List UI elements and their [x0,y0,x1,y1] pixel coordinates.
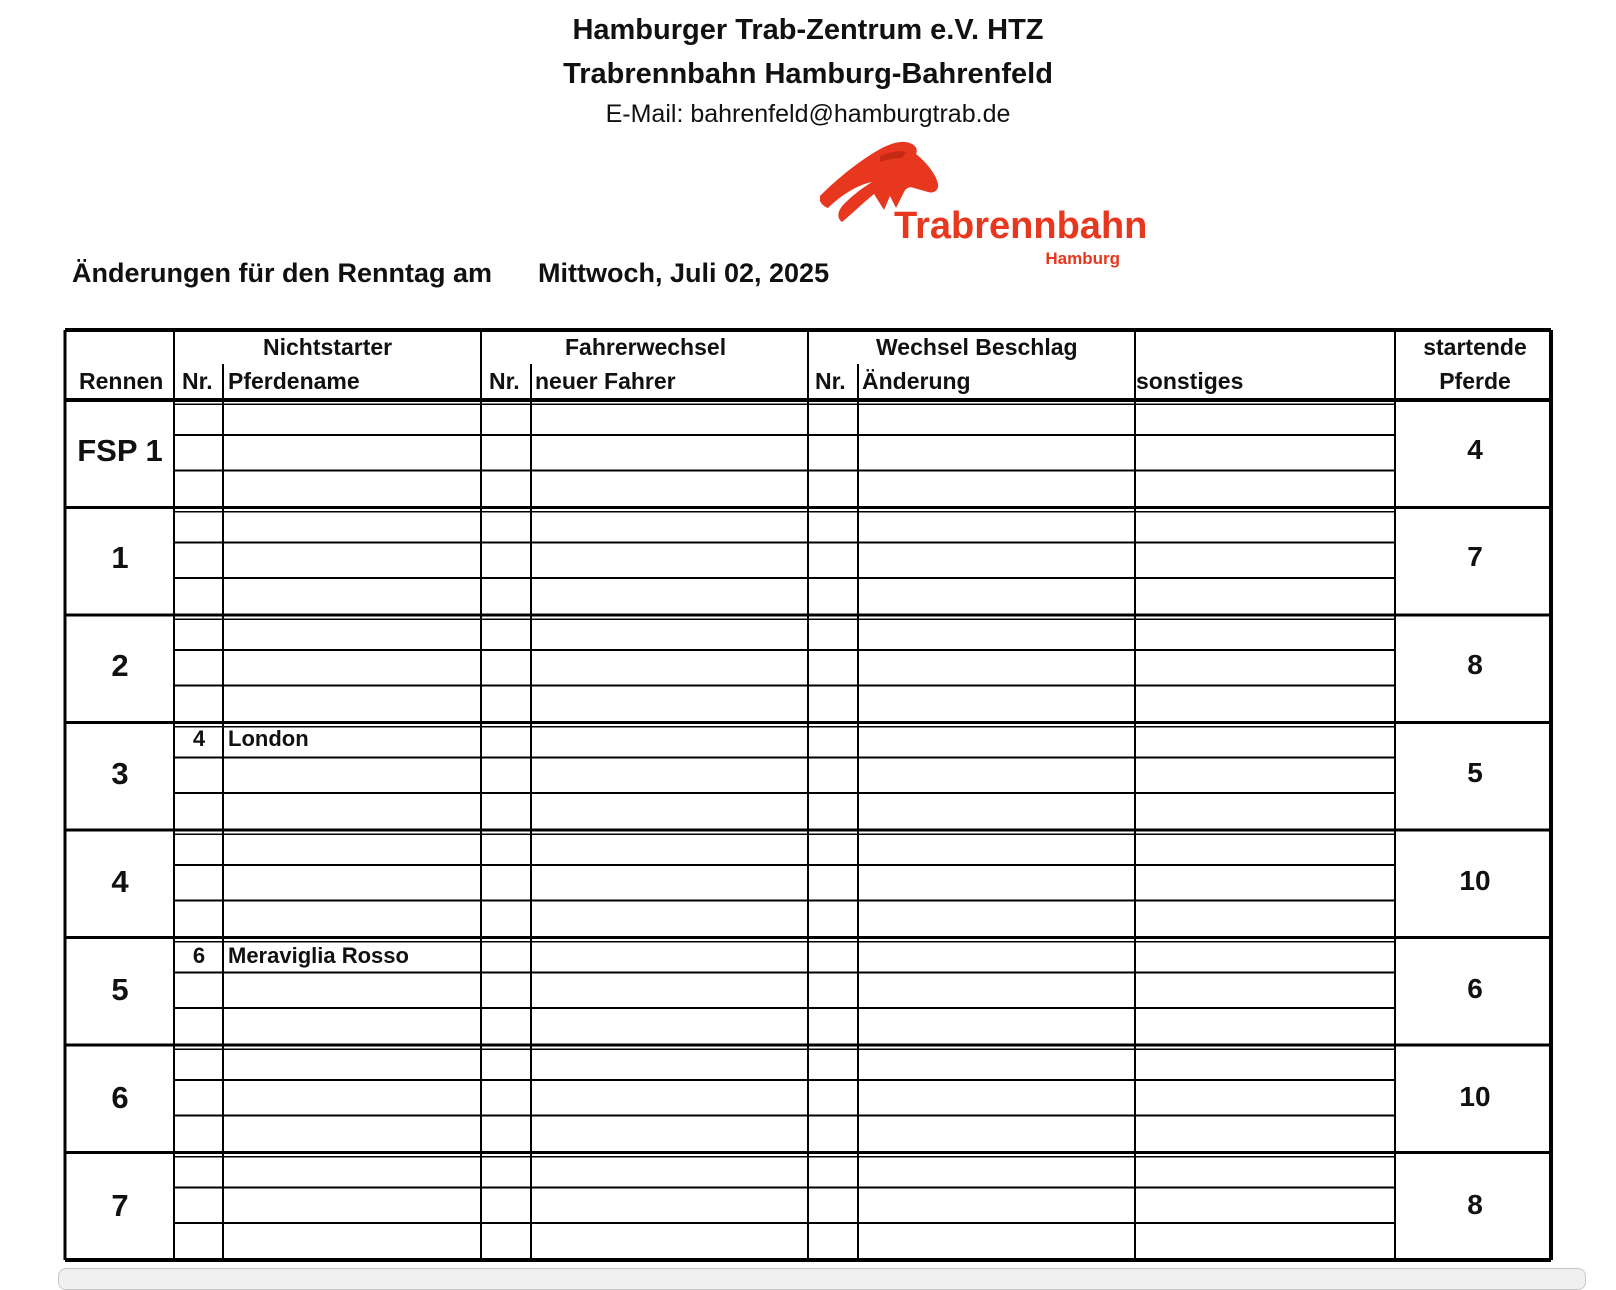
column-beschlag-nr: Nr. [815,368,846,394]
nichtstarter-pferdename: London [228,726,309,751]
logo-city: Hamburg [1045,249,1120,268]
changes-label: Änderungen für den Renntag am [72,258,493,288]
race-label: 2 [111,648,129,683]
track-title: Trabrennbahn Hamburg-Bahrenfeld [563,58,1053,90]
header-fahrerwechsel: Fahrerwechsel [565,334,727,360]
starting-horses-count: 8 [1467,1189,1483,1220]
race-label: 3 [111,756,129,791]
race-label: 6 [111,1080,129,1115]
header-nichtstarter: Nichtstarter [263,334,393,360]
header-startende: startende [1423,334,1527,360]
race-date: Mittwoch, Juli 02, 2025 [538,258,830,288]
starting-horses-count: 4 [1467,434,1483,465]
organization-title: Hamburger Trab-Zentrum e.V. HTZ [572,14,1044,46]
column-aenderung: Änderung [862,368,971,394]
nichtstarter-nr: 6 [192,943,206,968]
starting-horses-count: 7 [1467,541,1483,572]
contact-email: E-Mail: bahrenfeld@hamburgtrab.de [605,100,1011,128]
nichtstarter-nr: 4 [192,726,206,751]
nichtstarter-pferdename: Meraviglia Rosso [228,943,409,968]
column-pferdename: Pferdename [228,368,360,394]
race-label: 1 [111,540,129,575]
starting-horses-count: 8 [1467,649,1483,680]
starting-horses-count: 6 [1467,973,1483,1004]
race-label: 7 [111,1188,129,1223]
starting-horses-count: 5 [1467,757,1483,788]
race-label: FSP 1 [77,433,163,468]
trabrennbahn-logo [820,138,1200,278]
header-wechsel-beschlag: Wechsel Beschlag [876,334,1078,360]
race-label: 4 [111,864,129,899]
starting-horses-count: 10 [1459,1081,1491,1112]
race-label: 5 [111,972,129,1007]
column-rennen: Rennen [79,368,164,394]
column-fahrerwechsel-nr: Nr. [489,368,520,394]
bottom-scrollbar[interactable] [58,1268,1586,1290]
column-nichtstarter-nr: Nr. [182,368,213,394]
starting-horses-count: 10 [1459,865,1491,896]
logo-brand: Trabrennbahn [894,205,1148,247]
column-sonstiges: sonstiges [1136,368,1244,394]
column-neuer-fahrer: neuer Fahrer [535,368,676,394]
column-pferde: Pferde [1439,368,1511,394]
